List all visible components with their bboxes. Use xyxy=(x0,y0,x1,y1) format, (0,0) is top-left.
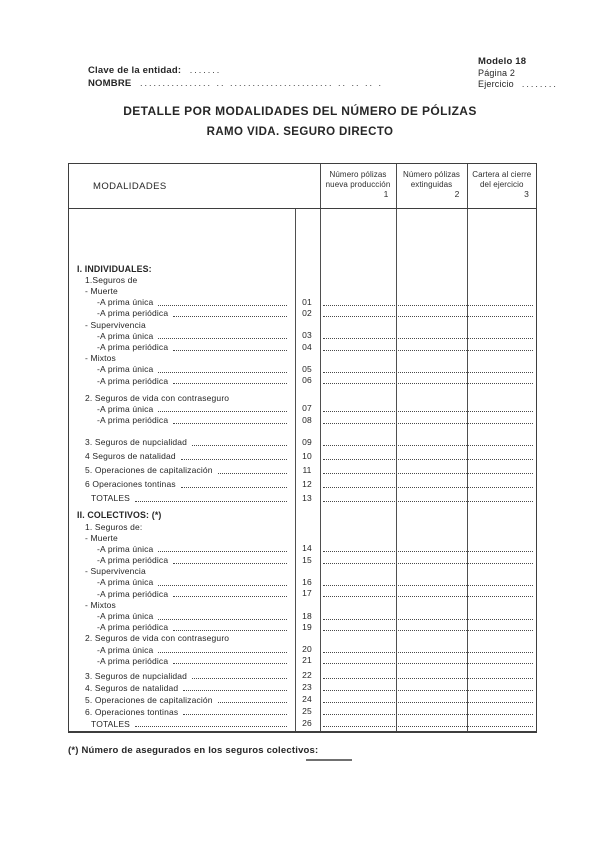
dot-leader xyxy=(218,702,287,703)
dot-leader xyxy=(183,714,286,715)
data-entry-cell xyxy=(323,445,534,446)
row-label: 1.Seguros de xyxy=(85,274,138,285)
row-label-cell xyxy=(69,298,295,308)
entity-clave-line xyxy=(88,64,383,77)
row-label-cell xyxy=(69,634,295,644)
table-row xyxy=(69,490,536,504)
row-label: - Muerte xyxy=(85,286,118,297)
dot-leader xyxy=(135,726,287,727)
row-code: 20 xyxy=(302,644,312,655)
data-entry-cell xyxy=(323,338,534,339)
row-code: 16 xyxy=(302,576,312,587)
row-label-cell xyxy=(69,394,295,404)
row-label-cell xyxy=(69,377,295,387)
row-label: - Supervivencia xyxy=(85,319,146,330)
row-label: 1. Seguros de: xyxy=(85,521,143,532)
table-row xyxy=(69,308,536,319)
table-row xyxy=(69,364,536,375)
row-label: 3. Seguros de nupcialidad xyxy=(85,437,188,448)
row-label: -A prima única xyxy=(97,543,154,554)
row-code: 22 xyxy=(302,670,312,681)
dot-leader xyxy=(173,350,286,351)
dot-leader xyxy=(135,501,287,502)
row-label-cell xyxy=(69,343,295,353)
column-number: 3 xyxy=(524,189,529,199)
data-entry-cell xyxy=(323,619,534,620)
row-code: 03 xyxy=(302,330,312,341)
table-row xyxy=(69,554,536,565)
entity-nombre-fill-dots: ................ .. ....................... .. .. .. . xyxy=(139,78,383,88)
table-row xyxy=(69,669,536,681)
dot-leader xyxy=(158,585,286,586)
row-label: - Muerte xyxy=(85,532,118,543)
table-rows xyxy=(69,209,536,731)
row-label: TOTALES xyxy=(91,493,130,504)
row-label: -A prima periódica xyxy=(97,555,169,566)
table-row xyxy=(69,375,536,386)
entity-block xyxy=(88,64,383,90)
data-entry-cell xyxy=(323,551,534,552)
table-row xyxy=(69,403,536,414)
entity-nombre-label: NOMBRE xyxy=(88,78,132,89)
row-label: 2. Seguros de vida con contraseguro xyxy=(85,633,230,644)
row-label-cell xyxy=(69,623,295,633)
row-label-cell xyxy=(69,466,295,476)
row-code: 26 xyxy=(302,718,312,729)
row-label: - Supervivencia xyxy=(85,566,146,577)
row-label: 6. Operaciones tontinas xyxy=(85,706,179,717)
row-label: 2. Seguros de vida con contraseguro xyxy=(85,392,230,403)
table-row xyxy=(69,532,536,543)
row-label-cell xyxy=(69,494,295,504)
data-entry-cell xyxy=(323,372,534,373)
table-row xyxy=(69,353,536,364)
row-label: -A prima única xyxy=(97,403,154,414)
row-label-cell xyxy=(69,578,295,588)
row-label: -A prima periódica xyxy=(97,655,169,666)
data-entry-cell xyxy=(323,411,534,412)
row-label-cell xyxy=(69,480,295,490)
data-entry-cell xyxy=(323,305,534,306)
row-code: 18 xyxy=(302,610,312,621)
column-header-line2: extinguidas xyxy=(410,179,453,189)
dot-leader xyxy=(158,619,286,620)
data-entry-cell xyxy=(323,652,534,653)
row-label: 6 Operaciones tontinas xyxy=(85,479,176,490)
row-label: -A prima periódica xyxy=(97,622,169,633)
table-row xyxy=(69,448,536,462)
table-row xyxy=(69,263,536,274)
table-row xyxy=(69,693,536,705)
dot-leader xyxy=(192,445,286,446)
dot-leader xyxy=(173,316,286,317)
column-header-extinguidas xyxy=(396,164,467,208)
exercise-label: Ejercicio xyxy=(478,79,514,89)
dot-leader xyxy=(158,551,286,552)
row-label: -A prima única xyxy=(97,364,154,375)
row-code: 13 xyxy=(302,492,312,503)
data-entry-cell xyxy=(323,350,534,351)
dot-leader xyxy=(158,338,286,339)
data-entry-cell xyxy=(323,316,534,317)
model-number: Modelo 18 xyxy=(478,56,527,67)
data-entry-cell xyxy=(323,596,534,597)
footnote: (*) Número de asegurados en los seguros colectivos: xyxy=(68,745,319,756)
row-label-cell xyxy=(69,276,295,286)
data-entry-cell xyxy=(323,501,534,502)
table-row xyxy=(69,462,536,476)
data-entry-cell xyxy=(323,630,534,631)
dot-leader xyxy=(158,652,286,653)
entity-nombre-line xyxy=(88,77,383,90)
row-code: 05 xyxy=(302,363,312,374)
table-row xyxy=(69,622,536,633)
row-label-cell xyxy=(69,696,295,706)
table-row xyxy=(69,655,536,666)
row-label-cell xyxy=(69,556,295,566)
row-label: 5. Operaciones de capitalización xyxy=(85,694,213,705)
row-code xyxy=(295,285,320,286)
row-label-cell xyxy=(69,534,295,544)
row-label-cell xyxy=(69,612,295,622)
row-label: 4. Seguros de natalidad xyxy=(85,682,179,693)
dot-leader xyxy=(218,473,287,474)
data-entry-cell xyxy=(323,690,534,691)
table-row xyxy=(69,414,536,425)
row-label: II. COLECTIVOS: (*) xyxy=(77,510,162,521)
row-code: 24 xyxy=(302,694,312,705)
modalidades-header: MODALIDADES xyxy=(93,180,167,192)
table-row xyxy=(69,644,536,655)
exercise-line xyxy=(478,79,558,91)
table-row xyxy=(69,610,536,621)
dot-leader xyxy=(192,678,286,679)
table-row xyxy=(69,566,536,577)
column-header-line1: Cartera al cierre xyxy=(472,170,532,179)
dot-leader xyxy=(158,372,286,373)
table-row xyxy=(69,633,536,644)
row-label: - Mixtos xyxy=(85,599,116,610)
row-code: 12 xyxy=(302,478,312,489)
row-label-cell xyxy=(69,265,295,275)
row-label: -A prima única xyxy=(97,644,154,655)
entity-clave-label: Clave de la entidad: xyxy=(88,65,182,76)
data-entry-cell xyxy=(323,678,534,679)
row-label: I. INDIVIDUALES: xyxy=(77,263,152,274)
row-code: 01 xyxy=(302,296,312,307)
row-label-cell xyxy=(69,405,295,415)
row-code: 09 xyxy=(302,436,312,447)
row-label: -A prima periódica xyxy=(97,342,169,352)
row-code: 10 xyxy=(302,450,312,461)
model-block xyxy=(478,56,558,91)
row-code: 21 xyxy=(302,655,312,666)
row-label-cell xyxy=(69,438,295,448)
data-entry-cell xyxy=(323,663,534,664)
dot-leader xyxy=(158,411,286,412)
table-row xyxy=(69,599,536,610)
table-row xyxy=(69,476,536,490)
exercise-fill-dots: ........ xyxy=(521,79,558,89)
row-label: -A prima única xyxy=(97,330,154,341)
row-code: 15 xyxy=(302,554,312,565)
column-header-nueva-produccion xyxy=(320,164,396,208)
column-header-line1: Número pólizas xyxy=(403,170,460,179)
column-number: 2 xyxy=(454,189,460,199)
row-code xyxy=(295,274,320,275)
row-label: -A prima única xyxy=(97,577,154,588)
table-row xyxy=(69,434,536,448)
row-code: 08 xyxy=(302,414,312,425)
row-label-cell xyxy=(69,567,295,577)
form-subtitle: RAMO VIDA. SEGURO DIRECTO xyxy=(206,126,394,138)
dot-leader xyxy=(173,563,286,564)
dot-leader xyxy=(173,596,286,597)
data-entry-cell xyxy=(323,714,534,715)
row-label-cell xyxy=(69,672,295,682)
row-code: 11 xyxy=(302,464,312,475)
column-header-line2: nueva producción xyxy=(325,179,391,189)
row-label-cell xyxy=(69,416,295,426)
table-row xyxy=(69,341,536,352)
table-row xyxy=(69,681,536,693)
table-row xyxy=(69,297,536,308)
dot-leader xyxy=(158,305,286,306)
row-label: -A prima única xyxy=(97,611,154,621)
row-label-cell xyxy=(69,321,295,331)
dot-leader xyxy=(173,423,286,424)
column-header-line2: del ejercicio xyxy=(479,179,524,189)
table-row xyxy=(69,392,536,403)
row-code: 02 xyxy=(302,307,312,318)
row-code: 07 xyxy=(302,403,312,414)
row-code: 17 xyxy=(302,588,312,599)
table-row xyxy=(69,285,536,296)
table-header xyxy=(68,163,537,209)
dot-leader xyxy=(173,383,286,384)
row-label-cell xyxy=(69,354,295,364)
data-entry-cell xyxy=(323,383,534,384)
row-label-cell xyxy=(69,646,295,656)
data-entry-cell xyxy=(323,726,534,727)
column-number: 1 xyxy=(383,189,389,199)
row-code xyxy=(295,532,320,533)
data-entry-cell xyxy=(323,423,534,424)
row-label-cell xyxy=(69,365,295,375)
row-label: 4 Seguros de natalidad xyxy=(85,451,176,462)
row-code: 14 xyxy=(302,543,312,554)
row-label: 3. Seguros de nupcialidad xyxy=(85,670,188,681)
row-label-cell xyxy=(69,545,295,555)
row-label: -A prima única xyxy=(97,297,154,308)
row-label-cell xyxy=(69,657,295,667)
row-code: 19 xyxy=(302,621,312,632)
table-row xyxy=(69,330,536,341)
row-label-cell xyxy=(69,590,295,600)
row-label-cell xyxy=(69,708,295,718)
row-label: -A prima periódica xyxy=(97,588,169,599)
data-entry-cell xyxy=(323,702,534,703)
data-entry-cell xyxy=(323,473,534,474)
table-row xyxy=(69,319,536,330)
table-row xyxy=(69,521,536,532)
row-label-cell xyxy=(69,332,295,342)
table-body xyxy=(68,209,537,733)
table-row xyxy=(69,705,536,717)
dot-leader xyxy=(181,459,287,460)
row-label-cell xyxy=(69,601,295,611)
table-row xyxy=(69,543,536,554)
row-label-cell xyxy=(69,684,295,694)
row-label-cell xyxy=(69,511,295,521)
row-label-cell xyxy=(69,523,295,533)
page-number: Página 2 xyxy=(478,67,516,78)
table-row xyxy=(69,510,536,521)
data-entry-cell xyxy=(323,563,534,564)
dot-leader xyxy=(173,630,286,631)
row-code xyxy=(295,520,320,521)
dot-leader xyxy=(173,663,286,664)
row-code: 23 xyxy=(302,682,312,693)
row-code: 06 xyxy=(302,375,312,386)
row-code: 25 xyxy=(302,706,312,717)
row-label: -A prima periódica xyxy=(97,415,169,426)
row-label-cell xyxy=(69,309,295,319)
row-label-cell xyxy=(69,452,295,462)
row-label: TOTALES xyxy=(91,718,130,729)
dot-leader xyxy=(181,487,287,488)
row-label: -A prima periódica xyxy=(97,308,169,319)
table-row xyxy=(69,588,536,599)
table-row xyxy=(69,717,536,729)
column-header-line1: Número pólizas xyxy=(329,170,387,179)
footnote-fill-in-line xyxy=(306,759,352,761)
table-row xyxy=(69,577,536,588)
row-label: - Mixtos xyxy=(85,353,116,364)
table-row xyxy=(69,274,536,285)
data-entry-cell xyxy=(323,585,534,586)
data-entry-cell xyxy=(323,487,534,488)
data-entry-cell xyxy=(323,459,534,460)
row-code: 04 xyxy=(302,341,312,352)
row-label-cell xyxy=(69,287,295,297)
row-label: 5. Operaciones de capitalización xyxy=(85,465,213,476)
row-label-cell xyxy=(69,720,295,730)
form-title: DETALLE POR MODALIDADES DEL NÚMERO DE PÓLIZAS xyxy=(123,104,477,118)
entity-clave-fill-dots: ....... xyxy=(189,65,222,75)
dot-leader xyxy=(183,690,286,691)
row-label: -A prima periódica xyxy=(97,375,169,386)
column-header-cartera xyxy=(467,164,537,208)
